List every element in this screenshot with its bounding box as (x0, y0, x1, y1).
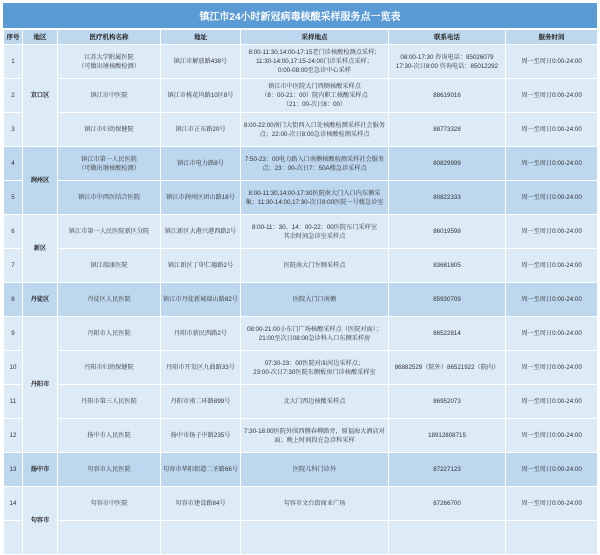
sampling-site: 北大门西边核酸采样点 (241, 385, 389, 419)
address: 句容市华阳街道二圣路66号 (161, 453, 241, 487)
institution-name: 丹阳市第三人民医院 (58, 385, 161, 419)
sampling-site: 8:00-11:30,14:00-17:30医院南大门入口内东侧采 集；11:30-14:00,17:30-次日8:00医院一号楼急诊室 (241, 181, 389, 215)
row-number: 1 (4, 45, 23, 79)
institution-name: 江苏大学附属医院 （可做出境核酸检测） (58, 45, 161, 79)
row-number: 12 (4, 419, 23, 453)
institution-name: 扬中市人民医院 (58, 419, 161, 453)
contact-phone: 18912808715 (389, 419, 506, 453)
row-number: 3 (4, 113, 23, 147)
sampling-site: 医院儿科门诊外 (241, 453, 389, 487)
header-site: 采样地点 (241, 30, 389, 45)
contact-phone: 85930709 (389, 283, 506, 317)
sampling-site: 医院南大门左侧采样点 (241, 249, 389, 283)
address (161, 521, 241, 555)
contact-phone: 88619016 (389, 79, 506, 113)
service-time: 周一至周日0:00-24:00 (506, 385, 598, 419)
contact-phone: 87266700 (389, 487, 506, 521)
row-number: 5 (4, 181, 23, 215)
row-number (4, 521, 23, 555)
service-time: 周一至周日0:00-24:00 (506, 215, 598, 249)
institution-name (58, 521, 161, 555)
institution-name: 丹徒区人民医院 (58, 283, 161, 317)
header-time: 服务时间 (506, 30, 598, 45)
row-number: 10 (4, 351, 23, 385)
sampling-site: 7:50-23：00电力路入口南侧核酸检测采样社会服务 点；23：00-次日7：50A楼急诊采样点 (241, 147, 389, 181)
address: 镇江新区大港兴港西路2号 (161, 215, 241, 249)
table-row (4, 453, 598, 487)
table-row (4, 521, 598, 555)
table-row (4, 215, 598, 249)
address: 丹阳市新民西路2号 (161, 317, 241, 351)
contact-phone: 83681805 (389, 249, 506, 283)
institution-name: 丹阳市人民医院 (58, 317, 161, 351)
table-row (4, 249, 598, 283)
contact-phone: 86522814 (389, 317, 506, 351)
area-cell: 新区 (23, 215, 58, 283)
sampling-site: 8:00-22:00南门大街西入口处核酸检测采样社会服务 点；22:00-次日8:00急诊核酸检测采样点 (241, 113, 389, 147)
table-row (4, 79, 598, 113)
header-institution: 医疗机构名称 (58, 30, 161, 45)
table-row (4, 487, 598, 521)
service-time: 周一至周日0:00-24:00 (506, 317, 598, 351)
service-time: 周一至周日0:00-24:00 (506, 419, 598, 453)
address: 丹阳市南二环路899号 (161, 385, 241, 419)
service-time: 周一至周日0:00-24:00 (506, 181, 598, 215)
table-row (4, 181, 598, 215)
service-time: 周一至周日0:00-24:00 (506, 147, 598, 181)
contact-phone (389, 521, 506, 555)
row-number: 4 (4, 147, 23, 181)
area-cell: 丹徒区 (23, 283, 58, 317)
institution-name: 镇江市第一人民医院新区分院 (58, 215, 161, 249)
table-row (4, 113, 598, 147)
address: 镇江市电力路8号 (161, 147, 241, 181)
address: 镇江市解放路438号 (161, 45, 241, 79)
sampling-site: 句容市文台街商业广场 (241, 487, 389, 521)
address: 镇江市丹徒新城瑞山路82号 (161, 283, 241, 317)
row-number: 11 (4, 385, 23, 419)
institution-name: 句容市人民医院 (58, 453, 161, 487)
table-row (4, 283, 598, 317)
institution-name: 镇江瑞康医院 (58, 249, 161, 283)
area-cell: 扬中市 (23, 453, 58, 487)
institution-name: 镇江市中医院 (58, 79, 161, 113)
contact-phone: 86882529（院外）86521922（院内） (389, 351, 506, 385)
page-title: 镇江市24小时新冠病毒核酸采样服务点一览表 (3, 3, 597, 29)
sampling-site (241, 521, 389, 555)
sampling-site: 镇江市中医院大门西侧核酸采样点 （8：00-21：00）院内职工核酸采样点 （21：00-次日8：00） (241, 79, 389, 113)
table-row (4, 351, 598, 385)
address: 句容市建设路84号 (161, 487, 241, 521)
header-area: 地区 (23, 30, 58, 45)
sampling-site: 8:00-11:30,14:00-17:15老门诊核酸检测点采样； 11:30-14:00,17:15-24:00门诊采样点采样； 0:00-08:00至急诊中心采样 (241, 45, 389, 79)
address: 扬中市扬子中路235号 (161, 419, 241, 453)
address: 镇江市桃花坞路10区8号 (161, 79, 241, 113)
service-time: 周一至周日0:00-24:00 (506, 283, 598, 317)
contact-phone: 80822333 (389, 181, 506, 215)
table-row (4, 147, 598, 181)
service-time: 周一至周日0:00-24:00 (506, 79, 598, 113)
contact-phone: 87227123 (389, 453, 506, 487)
service-time: 周一至周日0:00-24:00 (506, 45, 598, 79)
sampling-site: 医院大门口南侧 (241, 283, 389, 317)
contact-phone: 88773328 (389, 113, 506, 147)
sampling-site: 7:30-18:00医院外围西侧春柳路旁，原福海大酒店对 面；晚上时间段在急诊科采样 (241, 419, 389, 453)
contact-phone: 08:00-17:30 咨询电话：85026079 17:30-次日8:00 咨询电话：85012292 (389, 45, 506, 79)
table-header-row (4, 30, 598, 45)
area-cell: 京口区 (23, 45, 58, 147)
address: 丹阳市开发区九曲路33号 (161, 351, 241, 385)
table-row (4, 419, 598, 453)
row-number: 9 (4, 317, 23, 351)
row-number: 8 (4, 283, 23, 317)
sampling-points-table (3, 29, 598, 555)
address: 镇江市润州区团山路18号 (161, 181, 241, 215)
service-time: 周一至周日0:00-24:00 (506, 453, 598, 487)
sampling-site: 07:30-23：00医院对面河边采样点； 23:00-次日7:30医院东侧板房门诊核酸采样室 (241, 351, 389, 385)
sampling-site: 8:00-11：30、14：00-22：00医院东门采样室 其余时间急诊室采样点 (241, 215, 389, 249)
institution-name: 句容市中医院 (58, 487, 161, 521)
sampling-points-document (3, 3, 597, 555)
sampling-site: 08:00-21:00小东门广场核酸采样点（医院对面）； 21:00至次日08:00急诊科入口东侧采样房 (241, 317, 389, 351)
contact-phone: 86952073 (389, 385, 506, 419)
row-number: 2 (4, 79, 23, 113)
service-time: 周一至周日0:00-24:00 (506, 113, 598, 147)
contact-phone: 86019598 (389, 215, 506, 249)
institution-name: 镇江市中西医结合医院 (58, 181, 161, 215)
header-phone: 联系电话 (389, 30, 506, 45)
service-time: 周一至周日0:00-24:00 (506, 487, 598, 521)
service-time: 周一至周日0:00-24:00 (506, 249, 598, 283)
area-cell: 句容市 (23, 487, 58, 555)
service-time: 周一至周日0:00-24:00 (506, 351, 598, 385)
header-no: 序号 (4, 30, 23, 45)
address: 镇江新区丁卯仁德路2号 (161, 249, 241, 283)
row-number: 7 (4, 249, 23, 283)
address: 镇江市正东路20号 (161, 113, 241, 147)
contact-phone: 80829999 (389, 147, 506, 181)
institution-name: 丹阳市妇幼保健院 (58, 351, 161, 385)
area-cell: 润州区 (23, 147, 58, 215)
header-address: 地址 (161, 30, 241, 45)
table-row (4, 317, 598, 351)
table-row (4, 45, 598, 79)
table-row (4, 385, 598, 419)
area-cell: 丹阳市 (23, 317, 58, 453)
institution-name: 镇江市第一人民医院 （可做出境核酸检测） (58, 147, 161, 181)
service-time (506, 521, 598, 555)
row-number: 13 (4, 453, 23, 487)
row-number: 6 (4, 215, 23, 249)
institution-name: 镇江市妇幼保健院 (58, 113, 161, 147)
row-number: 14 (4, 487, 23, 521)
